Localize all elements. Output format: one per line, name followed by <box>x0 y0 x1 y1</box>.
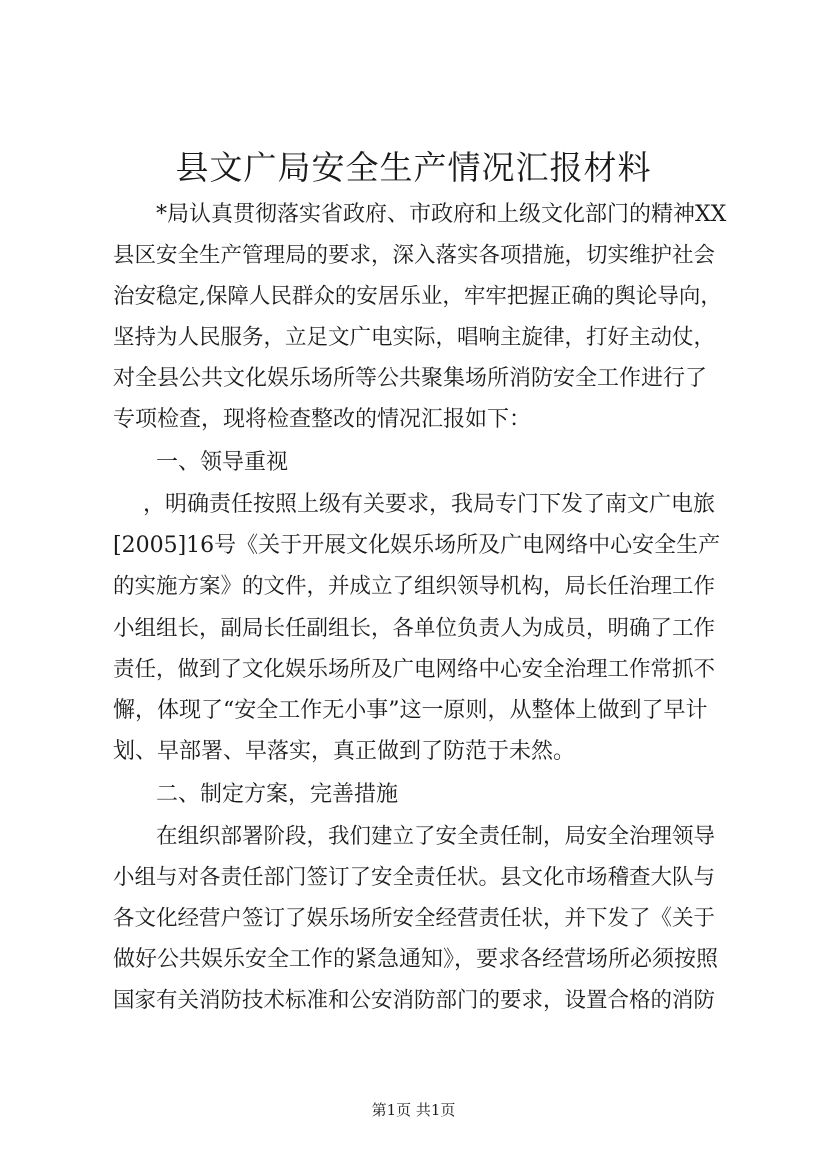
page-footer: 第1页 共1页 <box>371 1101 456 1119</box>
body-line: 县区安全生产管理局的要求，深入落实各项措施，切实维护社会 <box>113 243 716 268</box>
body-line: ，明确责任按照上级有关要求，我局专门下发了南文广电旅 <box>143 492 716 517</box>
body-line: 在组织部署阶段，我们建立了安全责任制，局安全治理领导 <box>156 824 716 849</box>
body-line: 小组与对各责任部门签订了安全责任状。县文化市场稽查大队与 <box>113 865 716 890</box>
body-line: 各文化经营户签订了娱乐场所安全经营责任状，并下发了《关于 <box>113 906 716 931</box>
body-line: 对全县公共文化娱乐场所等公共聚集场所消防安全工作进行了 <box>113 366 708 391</box>
section-heading: 二、制定方案，完善措施 <box>156 782 399 807</box>
body-line: 责任，做到了文化娱乐场所及广电网络中心安全治理工作常抓不 <box>113 657 716 682</box>
body-line: 小组组长，副局长任副组长，各单位负责人为成员，明确了工作 <box>113 616 716 641</box>
section-heading: 一、领导重视 <box>156 450 289 475</box>
document-title: 县文广局安全生产情况汇报材料 <box>175 148 652 187</box>
body-line: 专项检查，现将检查整改的情况汇报如下： <box>113 407 532 432</box>
body-line: [2005]16号《关于开展文化娱乐场所及广电网络中心安全生产 <box>113 533 721 558</box>
body-line: 的实施方案》的文件，并成立了组织领导机构，局长任治理工作 <box>113 574 716 599</box>
body-line: 国家有关消防技术标准和公安消防部门的要求，设置合格的消防 <box>113 988 716 1013</box>
body-line: 划、早部署、早落实，真正做到了防范于未然。 <box>113 739 576 764</box>
body-line: 治安稳定,保障人民群众的安居乐业，牢牢把握正确的舆论导向， <box>113 284 722 309</box>
body-line: *局认真贯彻落实省政府、市政府和上级文化部门的精神XX <box>156 202 727 227</box>
body-line: 坚持为人民服务，立足文广电实际，唱响主旋律，打好主动仗， <box>113 325 716 350</box>
body-line: 做好公共娱乐安全工作的紧急通知》，要求各经营场所必须按照 <box>113 947 719 972</box>
body-line: 懈，体现了“安全工作无小事”这一原则，从整体上做到了早计 <box>113 698 708 723</box>
